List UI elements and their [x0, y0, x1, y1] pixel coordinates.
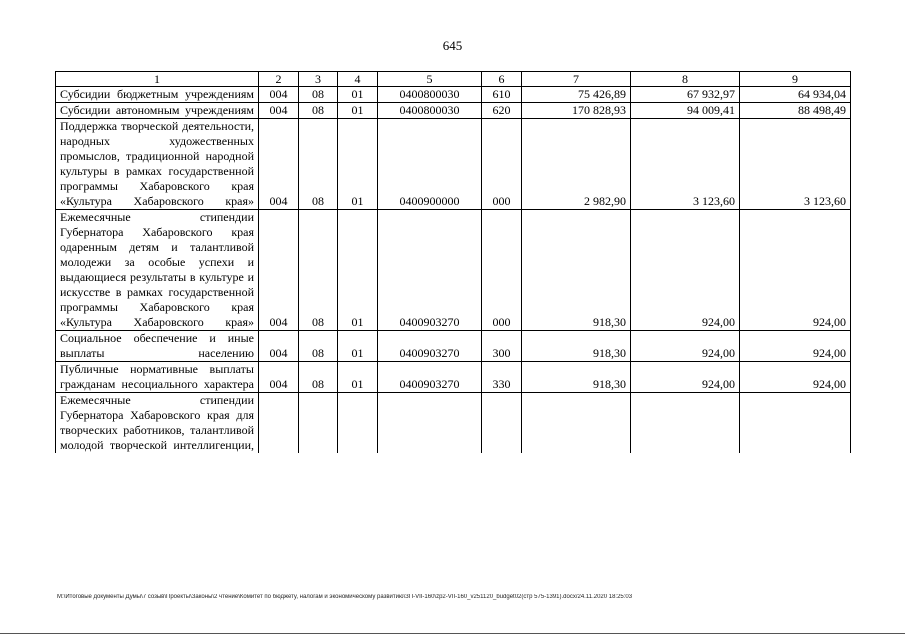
- row-description: Поддержка творческой деятельности, народных художественных промыслов, традиционной народной культуры в рамках государственной программы Хабаровского края «Культура Хабаровского края»: [56, 119, 259, 210]
- budget-table: [55, 71, 851, 453]
- cell-col-5: 0400903270: [378, 210, 482, 331]
- header-cell-1: 1: [56, 72, 259, 87]
- cell-col-9: 924,00: [740, 362, 851, 393]
- cell-col-8: 924,00: [631, 362, 740, 393]
- header-cell-2: 2: [259, 72, 299, 87]
- cell-col-5: 0400800030: [378, 103, 482, 119]
- table-row: [56, 331, 851, 362]
- cell-col-3: 08: [299, 119, 338, 210]
- cell-col-5: [378, 393, 482, 454]
- cell-col-3: [299, 393, 338, 454]
- cell-col-6: [482, 393, 522, 454]
- cell-col-2: 004: [259, 87, 299, 103]
- row-description: Субсидии автономным учреждениям: [56, 103, 259, 119]
- bottom-divider: [0, 633, 905, 634]
- cell-col-7: 2 982,90: [522, 119, 631, 210]
- row-description: Социальное обеспечение и иные выплаты населению: [56, 331, 259, 362]
- header-cell-4: 4: [338, 72, 378, 87]
- header-cell-5: 5: [378, 72, 482, 87]
- header-cell-8: 8: [631, 72, 740, 87]
- cell-col-5: 0400900000: [378, 119, 482, 210]
- cell-col-9: 64 934,04: [740, 87, 851, 103]
- cell-col-3: 08: [299, 87, 338, 103]
- header-cell-3: 3: [299, 72, 338, 87]
- table-row: [56, 393, 851, 454]
- cell-col-4: 01: [338, 119, 378, 210]
- cell-col-6: 610: [482, 87, 522, 103]
- footer-file-path: M:\Итоговые документы Думы\7 созыв\Проекты\Законы\2 чтение\Комитет по бюджету, налогам и экономическому развитию\ЗП-VII-160\zp2-VII-160_v251120_budget02(стр 575-1391).docx/24.11.2020 18:25:03: [57, 594, 633, 600]
- cell-col-6: 300: [482, 331, 522, 362]
- cell-col-7: 918,30: [522, 331, 631, 362]
- cell-col-2: 004: [259, 119, 299, 210]
- cell-col-5: 0400903270: [378, 331, 482, 362]
- cell-col-9: 924,00: [740, 331, 851, 362]
- cell-col-3: 08: [299, 103, 338, 119]
- cell-col-2: 004: [259, 103, 299, 119]
- cell-col-9: 924,00: [740, 210, 851, 331]
- cell-col-6: 330: [482, 362, 522, 393]
- cell-col-3: 08: [299, 210, 338, 331]
- header-cell-7: 7: [522, 72, 631, 87]
- cell-col-6: 000: [482, 210, 522, 331]
- cell-col-8: 94 009,41: [631, 103, 740, 119]
- cell-col-4: 01: [338, 362, 378, 393]
- cell-col-7: [522, 393, 631, 454]
- cell-col-4: 01: [338, 210, 378, 331]
- cell-col-8: 924,00: [631, 331, 740, 362]
- cell-col-3: 08: [299, 362, 338, 393]
- cell-col-8: [631, 393, 740, 454]
- cell-col-6: 000: [482, 119, 522, 210]
- cell-col-4: 01: [338, 103, 378, 119]
- cell-col-2: 004: [259, 362, 299, 393]
- cell-col-8: 67 932,97: [631, 87, 740, 103]
- cell-col-2: [259, 393, 299, 454]
- cell-col-4: 01: [338, 331, 378, 362]
- cell-col-2: 004: [259, 331, 299, 362]
- header-row: [56, 72, 851, 87]
- cell-col-7: 918,30: [522, 210, 631, 331]
- page-number: 645: [442, 38, 463, 53]
- cell-col-7: 75 426,89: [522, 87, 631, 103]
- table-row: [56, 119, 851, 210]
- cell-col-5: 0400800030: [378, 87, 482, 103]
- cell-col-7: 170 828,93: [522, 103, 631, 119]
- header-cell-6: 6: [482, 72, 522, 87]
- table-row: [56, 362, 851, 393]
- row-description: Субсидии бюджетным учреждениям: [56, 87, 259, 103]
- cell-col-6: 620: [482, 103, 522, 119]
- cell-col-8: 924,00: [631, 210, 740, 331]
- table-row: [56, 103, 851, 119]
- header-cell-9: 9: [740, 72, 851, 87]
- row-description: Ежемесячные стипендии Губернатора Хабаровского края для творческих работников, талантливой молодой творческой интеллигенции,: [56, 393, 259, 454]
- cell-col-4: [338, 393, 378, 454]
- cell-col-7: 918,30: [522, 362, 631, 393]
- cell-col-9: 3 123,60: [740, 119, 851, 210]
- row-description: Публичные нормативные выплаты гражданам несоциального характера: [56, 362, 259, 393]
- table-row: [56, 210, 851, 331]
- cell-col-9: 88 498,49: [740, 103, 851, 119]
- cell-col-5: 0400903270: [378, 362, 482, 393]
- cell-col-9: [740, 393, 851, 454]
- table-row: [56, 87, 851, 103]
- cell-col-3: 08: [299, 331, 338, 362]
- cell-col-4: 01: [338, 87, 378, 103]
- row-description: Ежемесячные стипендии Губернатора Хабаровского края одаренным детям и талантливой молодежи за особые успехи и выдающиеся результаты в культуре и искусстве в рамках государственной программы Хабаровского края «Культура Хабаровского края»: [56, 210, 259, 331]
- cell-col-2: 004: [259, 210, 299, 331]
- cell-col-8: 3 123,60: [631, 119, 740, 210]
